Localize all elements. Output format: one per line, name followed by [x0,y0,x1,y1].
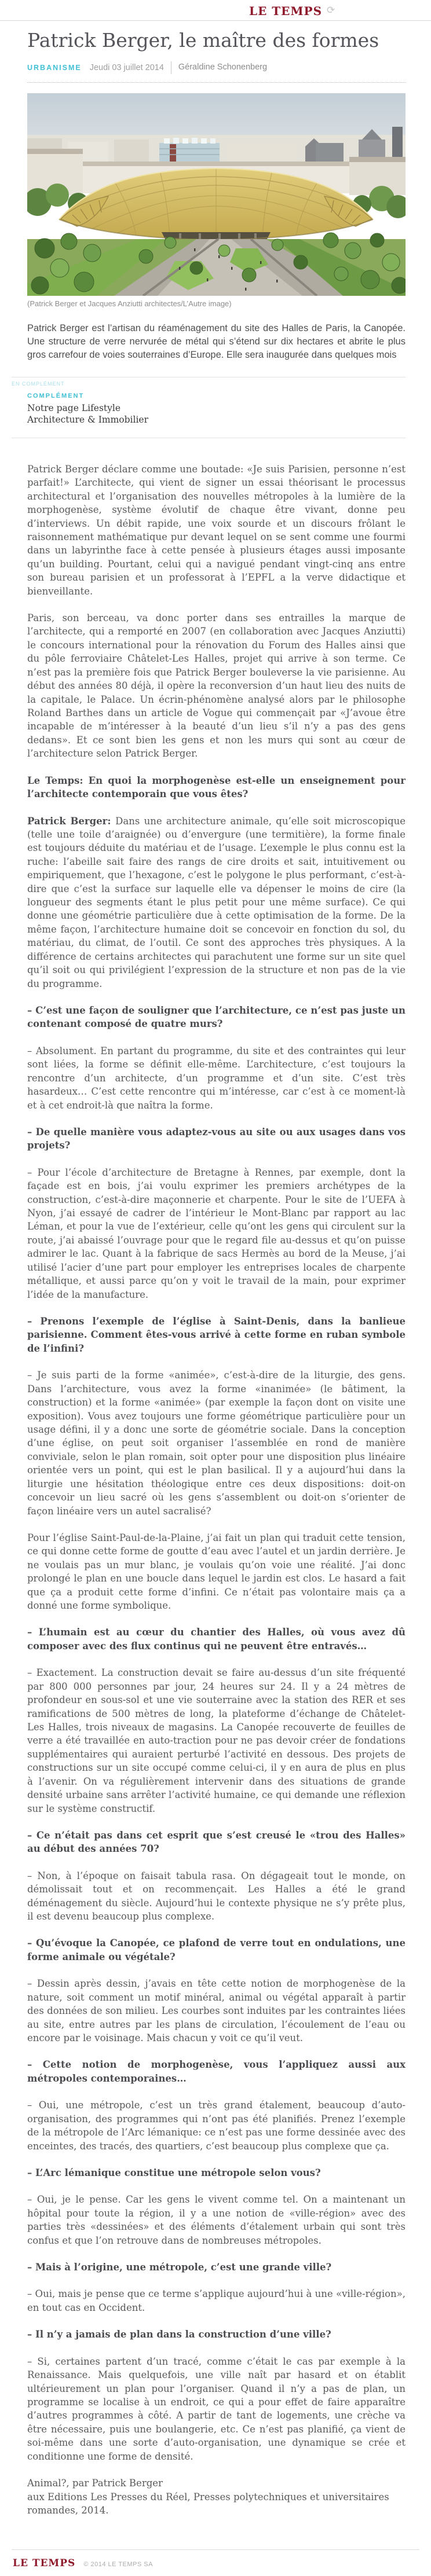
article-lead: Patrick Berger est l’artisan du réaménagement du site des Halles de Paris, la Canopée. Une structure de verre nervurée de métal qui s’étend sur dix hectares et abrite le plus gros carrefour de voies souterraines d’Europe. Elle sera inaugurée dans quelques mois [27,322,406,360]
le-temps-logo[interactable]: LE TEMPS [249,4,323,18]
byline [27,61,406,74]
article-paragraph: Patrick Berger: Dans une architecture animale, qu’elle soit microscopique (telle une toile d’araignée) ou d’envergure (une termitière), la forme finale est toujours déduite du matériau et de l’usage. L’exemple le plus connu est la ruche: l’abeille sait faire des rangs de cire droits et sait, intuitivement ou empiriquement, que l’hexagone, c’est le polygone le plus performant, c’est-à-dire que c’est la surface sur laquelle elle va dépenser le moins de cire (la longueur des segments étant le plus petit pour une même surface). Ce qui donne une géométrie particulière due à cette optimisation de la forme. De la même façon, l’architecture humaine doit se concevoir en fonction du sol, du matériau, du climat, de l’outil. Ce sont des approches très physiques. A la différence de certains architectes qui parachutent une forme sur un site quel qu’il soit ou qui privilégient l’expression de la structure et non pas de la vie du programme. [27,815,406,989]
dotted-divider [27,82,406,83]
article-paragraph: Paris, son berceau, va donc porter dans ses entrailles la marque de l’architecte, qui a remporté en 2007 (en collaboration avec Jacques Anziutti) le concours international pour la rénovation du Forum des Halles ainsi que du pôle ferroviaire Châtelet-Les Halles, projet qui arrive à son terme. Ce n’est pas la première fois que Patrick Berger bouleverse la vie parisienne. Au début des années 80 déjà, il opère la reconversion d’un haut lieu des nuits de la capitale, le Palace. Un écrin-phénomène analysé alors par le philosophe Roland Barthes dans un article de Vogue qui commençait par «J’avoue être incapable de m’intéresser à la beauté d’un lieu s’il n’y a pas des gens dedans». Et ce sont bien les gens et non les murs qui sont au cœur de l’architecture selon Patrick Berger. [27,612,406,759]
interview-question: – Mais à l’origine, une métropole, c’est une grande ville? [27,2262,332,2273]
article-paragraph: – Oui, une métropole, c’est un très grand étalement, beaucoup d’auto-organisation, des programmes qui n’ont pas été planifiés. Prenez l’exemple de la métropole de l’Arc lémanique: ce n’est pas une forme dessinée avec des enceintes, des tracés, des quartiers, c’est beaucoup plus complexe que ça. [27,2100,406,2152]
category-label[interactable]: URBANISME [27,63,82,72]
article-paragraph: – Si, certaines partent d’un tracé, comme c’était le cas par exemple à la Renaissance. Mais quelquefois, une ville naît par hasard et on établit ultérieurement un plan pour l’organiser. Quand il n’y a pas de plan, un programme se localise à un endroit, ce qui a pour effet de faire apparaître d’autres programmes à côté. A partir de tant de logements, une crèche va être nécessaire, puis une boulangerie, etc. Ce n’est pas planifié, ça vient de soi-même dans une sorte d’auto-organisation, une dynamique se crée et conditionne une forme de densité. [27,2355,406,2462]
interview-question: – Qu’évoque la Canopée, ce plafond de verre tout en ondulations, une forme animale ou végétale? [27,1937,406,1962]
author-name: Géraldine Schonenberg [171,61,267,74]
article-paragraph: – Absolument. En partant du programme, du site et des contraintes qui leur sont liées, la forme se définit elle-même. L’architecture, c’est toujours la rencontre d’un architecte, d’un programme et d’un site. C’est très hasardeux… C’est cette rencontre qui m’intéresse, car c’est à ce moment-là et à cet endroit-là que naîtra la forme. [27,1045,406,1111]
interview-question: – L’Arc lémanique constitue une métropole selon vous? [27,2167,321,2178]
interview-question: – Il n’y a jamais de plan dans la construction d’une ville? [27,2329,331,2340]
article-paragraph: Pour l’église Saint-Paul-de-la-Plaine, j’ai fait un plan qui traduit cette tension, ce qui donne cette forme de goutte d’eau avec l’autel et un jardin derrière. Je ne voulais pas un mur blanc, je voulais qu’on voie une réalité. J’ai donc prolongé le plan en une boucle dans lequel le jardin est clos. Le hasard a fait que ça a produit cette forme d’infini. Ce n’était pas volontaire mais ça a donné une forme symbolique. [27,1532,406,1612]
footer-le-temps-logo[interactable]: LE TEMPS [13,2557,76,2570]
article-paragraph: – Exactement. La construction devait se faire au-dessus d’un site fréquenté par 800 000 personnes par jour, 24 heures sur 24. Il y a 24 mètres de profondeur en sous-sol et une vie souterraine avec la station des RER et ses ramifications de 500 mètres de long, la plateforme d’échange de Châtelet-Les Halles, trois niveaux de magasins. La Canopée recouverte de feuilles de verre a été travaillée en auto-traction pour ne pas devoir créer de fondations supplémentaires qui auraient perturbé l’activité en dessous. Des projets de constructions sur un site occupé comme celui-ci, il y en aura de plus en plus à l’avenir. On va régulièrement intervenir dans des situations de grande densité urbaine sans arrêter l’activité humaine, ce qui demande une réflexion sur le système constructif. [27,1667,406,1814]
article-paragraph: – Pour l’école d’architecture de Bretagne à Rennes, par exemple, dont la façade est en bois, j’ai voulu exprimer les premiers archétypes de la construction, c’est-à-dire maçonnerie et charpente. Pour le site de l’UEFA à Nyon, j’ai essayé de cadrer de l’intérieur le Mont-Blanc par rapport au lac Léman, et pour la vue de l’extérieur, celle qu’ont les gens qui circulent sur la route, j’ai abaissé l’ouvrage pour que le regard file au-dessus et qu’on puisse admirer le lac. Quant à la fabrique de sacs Hermès au bord de la Meuse, j’ai utilisé l’acier d’une part pour employer les entreprises locales de charpente métallique, et aussi parce qu’on y voit le travail de la main, pour exprimer l’idée de la manufacture. [27,1166,406,1300]
reload-icon[interactable]: ⟳ [327,5,335,16]
complement-kicker: EN COMPLÉMENT [12,380,65,387]
interview-question: – L’humain est au cœur du chantier des Halles, où vous avez dû composer avec des flux continus qui ne peuvent être entravés… [27,1627,406,1652]
copyright-notice: © 2014 LE TEMPS SA [83,2561,153,2568]
interview-question: – Ce n’était pas dans cet esprit que s’est creusé le «trou des Halles» au début des années 70? [27,1829,406,1855]
interview-question: Le Temps: En quoi la morphogenèse est-elle un enseignement pour l’architecte contemporain que vous êtes? [27,775,406,800]
article-paragraph: – Non, à l’époque on faisait tabula rasa. On dégageait tout le monde, on démolissait tout et on recommençait. Les Halles a été le grand déménagement du siècle. Aujourd’hui le contexte physique ne s’y prête plus, il est devenu beaucoup plus complexe. [27,1870,406,1922]
image-caption: (Patrick Berger et Jacques Anziutti architectes/L’Autre image) [27,299,232,308]
interview-question: – Cette notion de morphogenèse, vous l’appliquez aussi aux métropoles contemporaines… [27,2059,406,2084]
article-paragraph: – Oui, je le pense. Car les gens le vivent comme tel. On a maintenant un hôpital pour toute la région, il y a une notion de «ville-région» avec des parties très «dessinées» et des éléments d’étalement urbain qui sont très confus et que l’on retrouve dans de nombreuses métropoles. [27,2194,406,2246]
site-footer [12,2549,419,2576]
article-paragraph: – Dessin après dessin, j’avais en tête cette notion de morphogenèse de la nature, soit comment un motif minéral, animal ou végétal apparaît à partir des données de son milieu. Les courbes sont induites par les contraintes liées au site, entre autres par les plans de circulation, l’écoulement de l’eau ou encore par le voisinage. Mais chacun y voit ce qu’il veut. [27,1978,406,2043]
complement-box [12,377,406,438]
complement-label: COMPLÉMENT [27,392,85,399]
article-paragraph: – Je suis parti de la forme «animée», c’est-à-dire de la liturgie, des gens. Dans l’architecture, vous avez la forme «inanimée» (le bâtiment, la construction) et la forme «animée» (par exemple la façon dont on visite une exposition). Vous avez toujours une forme géométrique particulière pour un usage défini, il y a donc une sorte de géométrie sociale. Dans la conception d’une église, on peut soit organiser l’assemblée en rond de manière conviviale, selon le plan romain, soit opter pour une disposition plus linéaire orientée vers un point, qui est le plan basilical. Il y a aujourd’hui dans la liturgie une hésitation théologique entre ces deux dispositions: doit-on concevoir un lieu sacré où les gens s’assemblent ou doit-on s’orienter de façon linéaire vers un autel sacralisé? [27,1370,406,1517]
article-figure [27,93,406,308]
complement-link[interactable]: Notre page Lifestyle Architecture & Immobilier [27,402,148,425]
interview-question: – Prenons l’exemple de l’église à Saint-Denis, dans la banlieue parisienne. Comment êtes-vous arrivé à cette forme en ruban symbole de l’infini? [27,1316,406,1354]
interview-question: – De quelle manière vous adaptez-vous au site ou aux usages dans vos projets? [27,1126,406,1151]
masthead [0,0,431,21]
article-body [27,463,406,2550]
article-page [0,28,431,2549]
article-image [27,93,406,296]
page-title: Patrick Berger, le maître des formes [27,29,379,52]
publish-date: Jeudi 03 juillet 2014 [89,63,164,72]
interview-question: – C’est une façon de souligner que l’architecture, ce n’est pas juste un contenant composé de quatre murs? [27,1005,406,1030]
article-paragraph: Patrick Berger déclare comme une boutade: «Je suis Parisien, personne n’est parfait!» L’architecte, qui vient de signer un essai théorisant le processus architectural et l’organisation des nouvelles métropoles à la lumière de la morphogenèse, système évolutif de chaque être vivant, donne peu d’interviews. Un débit rapide, une voix sourde et un discours frôlant le raisonnement mathématique pur devant lequel on se sent comme une fourmi dans un labyrinthe face à cette pensée à plusieurs étages aussi imposante qu’un building. Pourtant, celui qui a navigué pendant vingt-cinq ans entre son bureau parisien et un professorat à l’EPFL a la verve didactique et bienveillante. [27,463,406,597]
article-paragraph: – Oui, mais je pense que ce terme s’applique aujourd’hui à une «ville-région», en tout cas en Occident. [27,2288,406,2313]
book-reference: Animal?, par Patrick Berger aux Editions Les Presses du Réel, Presses polytechniques et universitaires romandes, 2014. [27,2478,389,2516]
